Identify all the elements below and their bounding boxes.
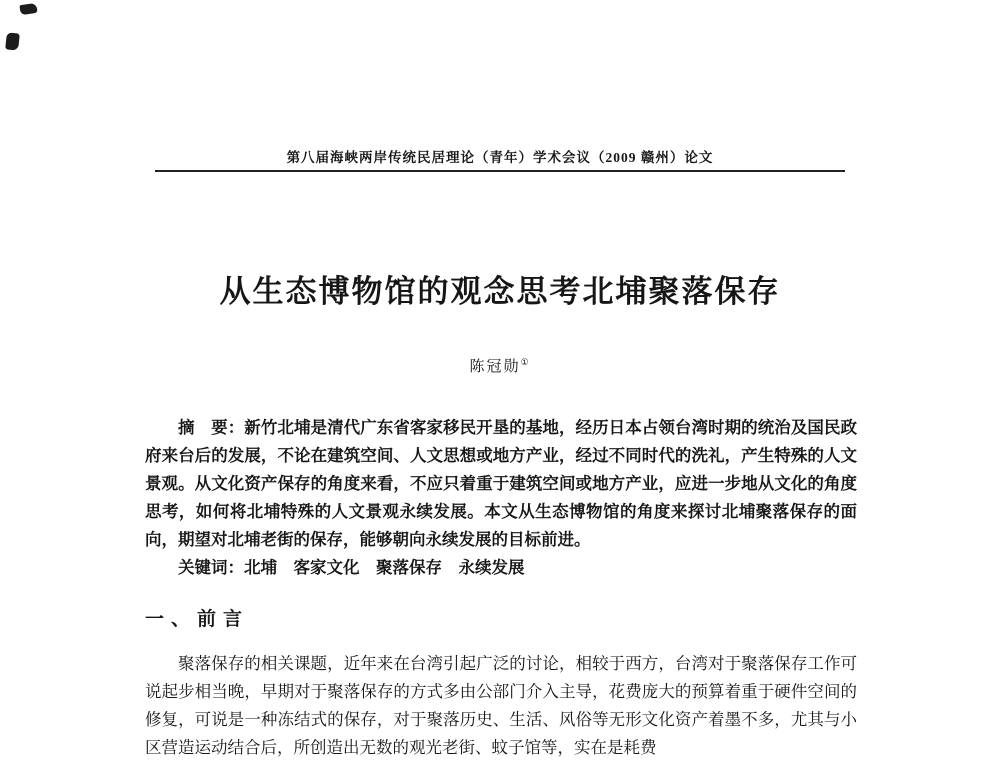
abstract-paragraph <box>145 414 857 554</box>
body-paragraph: 聚落保存的相关课题，近年来在台湾引起广泛的讨论，相较于西方，台湾对于聚落保存工作可说起步相当晚，早期对于聚落保存的方式多由公部门介入主导，花费庞大的预算着重于硬件空间的修复，可说是一种冻结式的保存，对于聚落历史、生活、风俗等无形文化资产着墨不多，尤其与小区营造运动结合后，所创造出无数的观光老街、蚊子馆等，实在是耗费 <box>145 654 857 757</box>
scan-artifact <box>5 32 20 50</box>
author-line <box>0 355 1000 376</box>
header-rule <box>155 170 845 172</box>
abstract-block <box>145 414 857 582</box>
scan-artifact <box>19 3 37 15</box>
paper-title: 从生态博物馆的观念思考北埔聚落保存 <box>219 274 781 309</box>
keywords-line <box>145 554 857 582</box>
conference-header: 第八届海峡两岸传统民居理论（青年）学术会议（2009 赣州）论文 <box>286 150 714 165</box>
abstract-text: 新竹北埔是清代广东省客家移民开垦的基地，经历日本占领台湾时期的统治及国民政府来台后的发展，不论在建筑空间、人文思想或地方产业，经过不同时代的洗礼，产生特殊的人文景观。从文化资产保存的角度来看，不应只着重于建筑空间或地方产业，应进一步地从文化的角度思考，如何将北埔特殊的人文景观永续发展。本文从生态博物馆的角度来探讨北埔聚落保存的面向，期望对北埔老街的保存，能够朝向永续发展的目标前进。 <box>145 418 857 549</box>
keywords-label: 关键词： <box>178 558 244 577</box>
author-footnote-mark: ① <box>520 357 531 367</box>
section-heading-introduction: 一、前言 <box>145 609 250 630</box>
keywords-text: 北埔 客家文化 聚落保存 永续发展 <box>244 558 525 577</box>
abstract-label: 摘 要： <box>178 418 245 437</box>
author-name: 陈冠勋 <box>469 359 521 375</box>
